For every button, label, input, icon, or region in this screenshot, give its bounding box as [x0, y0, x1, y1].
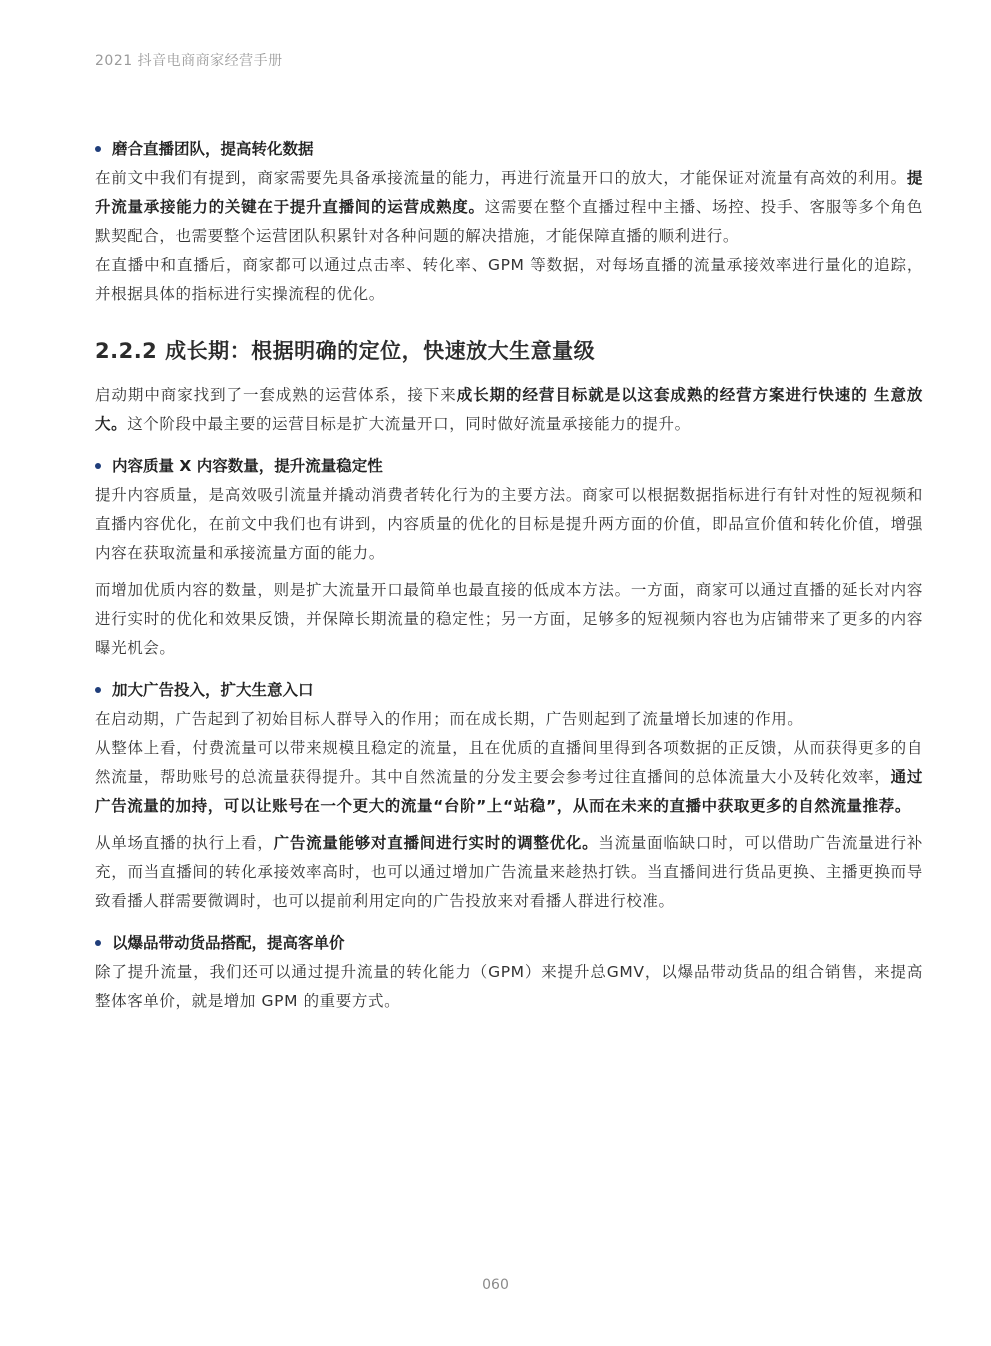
paragraph: 除了提升流量，我们还可以通过提升流量的转化能力（GPM）来提升总GMV，以爆品带动货品的组合销售，来提高整体客单价，就是增加 GPM 的重要方式。 [95, 963, 923, 1010]
text-run: 从整体上看，付费流量可以带来规模且稳定的流量，且在优质的直播间里得到各项数据的正反馈，从而获得更多的自然流量，帮助账号的总流量获得提升。其中自然流量的分发主要会参考过往直播间的总体流量大小及转化效率， [95, 739, 923, 786]
bullet-heading-text: 磨合直播团队，提高转化数据 [112, 140, 314, 158]
bullet-heading-content [95, 451, 923, 481]
text-run: 当流量面临缺口时，可以借助广告流量进行补充，而当直播间的转化承接效率高时，也可以通过增加广告流量来趁热打铁。当直播间进行货品更换、主播更换而导致看播人群需要微调时，也可以提前利用定向的广告投放来对看播人群进行校准。 [95, 834, 923, 910]
bullet-dot-icon [95, 687, 101, 693]
bullet-heading-text: 内容质量 X 内容数量，提升流量稳定性 [112, 457, 383, 475]
paragraph [95, 734, 923, 821]
paragraph [95, 829, 923, 916]
text-run: 从单场直播的执行上看， [95, 834, 274, 852]
paragraph [95, 164, 923, 251]
bullet-heading-bestseller [95, 928, 923, 958]
bullet-dot-icon [95, 463, 101, 469]
bold-run: 提升流量承接能力的关键在于提升直播间的运营成熟度。 [95, 169, 923, 216]
bullet-dot-icon [95, 940, 101, 946]
page-number: 060 [482, 1277, 509, 1293]
bold-run: 广告流量能够对直播间进行实时的调整优化。 [273, 834, 599, 852]
bold-run: 成长期的经营目标就是以这套成熟的经营方案进行快速的 生意放大。 [95, 386, 923, 433]
bullet-heading-team [95, 134, 923, 164]
paragraph: 提升内容质量，是高效吸引流量并撬动消费者转化行为的主要方法。商家可以根据数据指标进行有针对性的短视频和直播内容优化，在前文中我们也有讲到，内容质量的优化的目标是提升两方面的价值，即品宣价值和转化价值，增强内容在获取流量和承接流量方面的能力。 [95, 486, 923, 562]
paragraph: 在直播中和直播后，商家都可以通过点击率、转化率、GPM 等数据，对每场直播的流量承接效率进行量化的追踪，并根据具体的指标进行实操流程的优化。 [95, 256, 923, 303]
bullet-heading-ads [95, 675, 923, 705]
paragraph: 在启动期，广告起到了初始目标人群导入的作用；而在成长期，广告则起到了流量增长加速的作用。 [95, 710, 804, 728]
paragraph [95, 381, 923, 439]
section-heading: 2.2.2 成长期：根据明确的定位，快速放大生意量级 [95, 339, 596, 363]
text-run: 启动期中商家找到了一套成熟的运营体系，接下来 [95, 386, 457, 404]
bullet-heading-text: 加大广告投入，扩大生意入口 [112, 681, 314, 699]
bullet-dot-icon [95, 146, 101, 152]
bold-run: 通过广告流量的加持，可以让账号在一个更大的流量“台阶”上“站稳”，从而在未来的直播中获取更多的自然流量推荐。 [95, 768, 923, 815]
bullet-heading-text: 以爆品带动货品搭配，提高客单价 [112, 934, 345, 952]
paragraph: 而增加优质内容的数量，则是扩大流量开口最简单也最直接的低成本方法。一方面，商家可以通过直播的延长对内容进行实时的优化和效果反馈，并保障长期流量的稳定性；另一方面，足够多的短视频内容也为店铺带来了更多的内容曝光机会。 [95, 581, 923, 657]
page-content [95, 134, 923, 1016]
text-run: 这需要在整个直播过程中主播、场控、投手、客服等多个角色默契配合，也需要整个运营团队积累针对各种问题的解决措施，才能保障直播的顺利进行。 [95, 198, 924, 245]
running-header: 2021 抖音电商商家经营手册 [95, 53, 283, 69]
text-run: 在前文中我们有提到，商家需要先具备承接流量的能力，再进行流量开口的放大，才能保证对流量有高效的利用。 [95, 169, 907, 187]
text-run: 这个阶段中最主要的运营目标是扩大流量开口，同时做好流量承接能力的提升。 [127, 415, 691, 433]
